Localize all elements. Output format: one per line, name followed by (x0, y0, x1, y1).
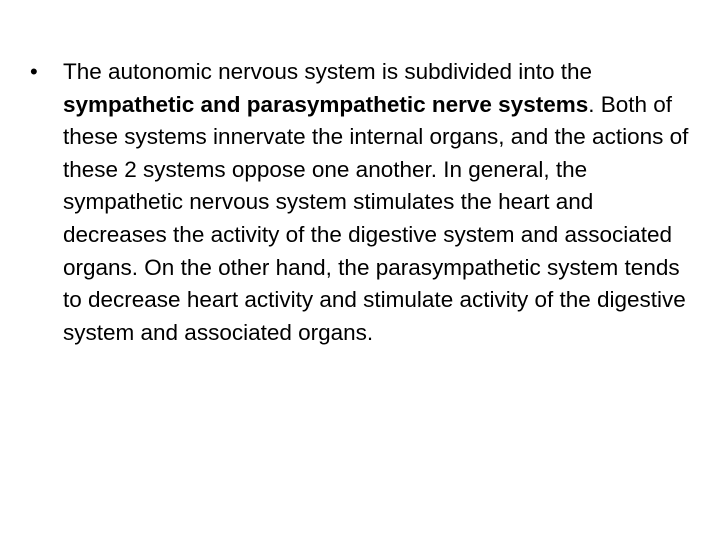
bullet-point-icon: • (30, 59, 38, 84)
paragraph-text-after: . Both of these systems innervate the internal organs, and the actions of these 2 systems oppose one another. In general, the sympathetic nervous system stimulates the heart and decreases the activity of the digestive system and associated organs. On the other hand, the parasympathetic system tends to decrease heart activity and stimulate activity of the digestive system and associated organs. (63, 91, 689, 345)
bullet-item (30, 56, 690, 349)
paragraph-bold-text: sympathetic and parasympathetic nerve systems (63, 91, 589, 117)
bullet-list (30, 56, 690, 349)
paragraph-text-before: The autonomic nervous system is subdivided into the (63, 59, 593, 84)
